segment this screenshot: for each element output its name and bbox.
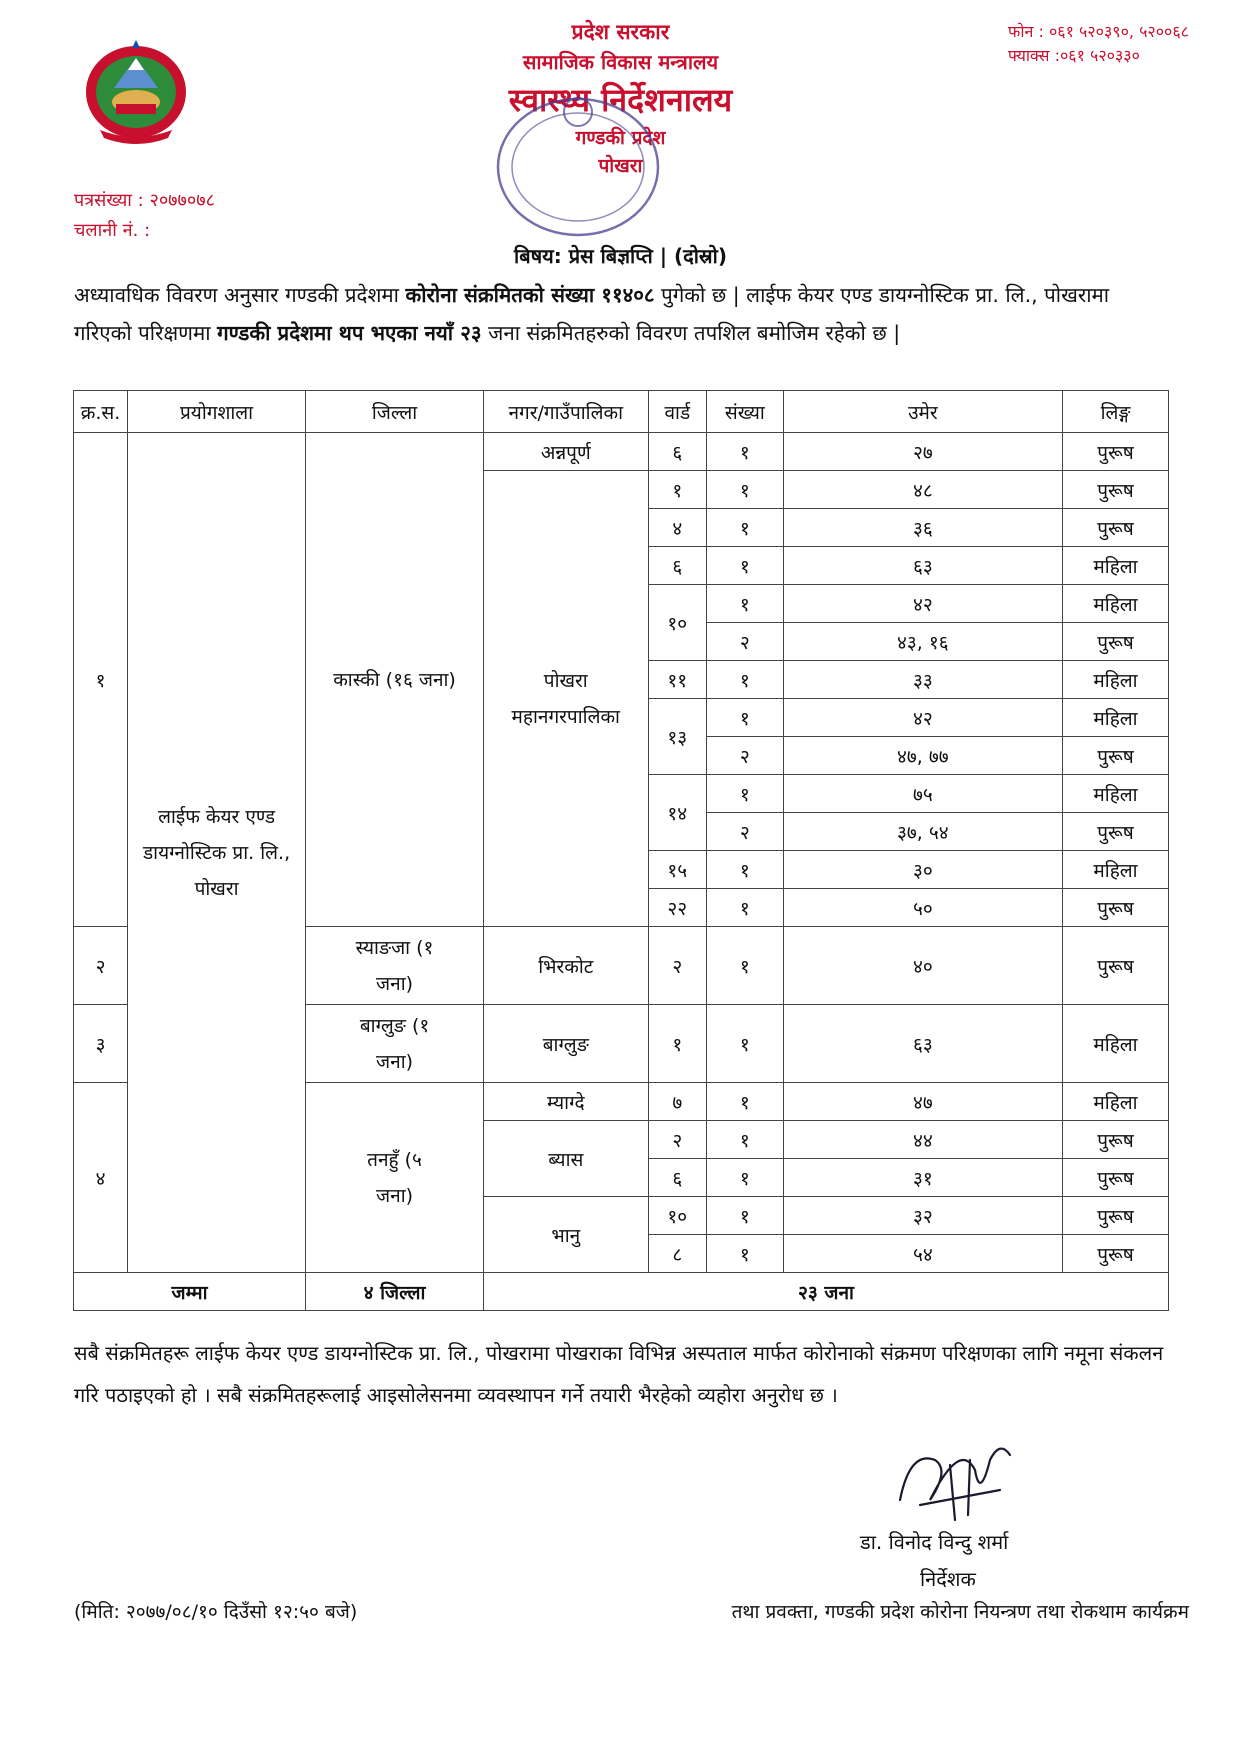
ward-cell: ६ [648,433,707,471]
age-cell: ४० [783,927,1062,1005]
count-cell: २ [707,623,784,661]
total-persons: २३ जना [484,1273,1169,1311]
ward-cell: ७ [648,1083,707,1121]
ward-cell: २ [648,927,707,1005]
gender-cell: पुरूष [1063,737,1169,775]
count-cell: १ [707,547,784,585]
municipality-cell: म्याग्दे [484,1083,648,1121]
intro-text-3: जना संक्रमितहरुको विवरण तपशिल बमोजिम रहेको छ | [481,321,901,345]
gender-cell: पुरूष [1063,1235,1169,1273]
gender-cell: महिला [1063,775,1169,813]
count-cell: १ [707,889,784,927]
gender-cell: महिला [1063,585,1169,623]
count-cell: १ [707,699,784,737]
gender-cell: पुरूष [1063,813,1169,851]
footer-role: तथा प्रवक्ता, गण्डकी प्रदेश कोरोना नियन्त्रण तथा रोकथाम कार्यक्रम [731,1601,1189,1623]
intro-bold-2: गण्डकी प्रदेशमा थप भएका नयाँ २३ [217,321,482,345]
district-cell [306,1005,484,1083]
table-header-row [74,391,1169,433]
ward-cell: १ [648,471,707,509]
serial-cell: ३ [74,1005,128,1083]
count-cell: १ [707,1197,784,1235]
header-city: पोखरा [598,155,643,177]
header-district: जिल्ला [306,391,484,433]
count-cell: १ [707,1121,784,1159]
age-cell: ४३, १६ [783,623,1062,661]
official-stamp [490,92,665,242]
ward-cell: २ [648,1121,707,1159]
count-cell: १ [707,851,784,889]
header-count: संख्या [707,391,784,433]
gender-cell: महिला [1063,1083,1169,1121]
total-label: जम्मा [74,1273,306,1311]
age-cell: ३० [783,851,1062,889]
header-government: प्रदेश सरकार [571,20,670,44]
ward-cell: १४ [648,775,707,851]
age-cell: ५० [783,889,1062,927]
age-cell: ६३ [783,547,1062,585]
municipality-cell: अन्नपूर्ण [484,433,648,471]
ward-cell: १ [648,1005,707,1083]
footer-date: (मिति: २०७७/०८/१० दिउँसो १२:५० बजे) [74,1601,358,1623]
count-cell: १ [707,927,784,1005]
age-cell: ४७ [783,1083,1062,1121]
gender-cell: पुरूष [1063,927,1169,1005]
count-cell: १ [707,1005,784,1083]
age-cell: ५४ [783,1235,1062,1273]
district-name: तनहुँ (५ जना) [367,1148,422,1207]
age-cell: ४४ [783,1121,1062,1159]
gender-cell: महिला [1063,661,1169,699]
age-cell: ७५ [783,775,1062,813]
district-name: स्याङजा (१ जना) [355,936,434,995]
closing-paragraph: सबै संक्रमितहरू लाईफ केयर एण्ड डायग्नोस्टिक प्रा. लि., पोखरामा पोखराका विभिन्न अस्पताल मार्फत कोरोनाको संक्रमण परिक्षणका लागि नमूना संकलन गरि पठाइएको हो । सबै संक्रमितहरूलाई आइसोलेसनमा व्यवस्थापन गर्ने तयारी भैरहेको व्यहोरा अनुरोध छ । [74,1341,1164,1407]
age-cell: २७ [783,433,1062,471]
gender-cell: पुरूष [1063,889,1169,927]
letter-reference [74,186,215,246]
header-serial: क्र.स. [74,391,128,433]
municipality-cell [484,471,648,927]
serial-cell: १ [74,433,128,927]
district-cell [306,927,484,1005]
district-cell [306,433,484,927]
municipality-cell: बाग्लुङ [484,1005,648,1083]
ward-cell: २२ [648,889,707,927]
age-cell: ३६ [783,509,1062,547]
count-cell: १ [707,433,784,471]
gender-cell: पुरूष [1063,1159,1169,1197]
count-cell: १ [707,1235,784,1273]
gender-cell: पुरूष [1063,623,1169,661]
header-lab: प्रयोगशाला [128,391,306,433]
age-cell: ४८ [783,471,1062,509]
count-cell: २ [707,813,784,851]
header-gender: लिङ्ग [1063,391,1169,433]
ward-cell: ८ [648,1235,707,1273]
municipality-cell: भिरकोट [484,927,648,1005]
ward-cell: ६ [648,1159,707,1197]
intro-text-1: अध्यावधिक विवरण अनुसार गण्डकी प्रदेशमा [74,283,406,307]
gender-cell: महिला [1063,547,1169,585]
intro-text-2: पुगेको छ | लाईफ केयर एण्ड डायग्नोस्टिक प्रा. लि., पोखरामा गरिएको परिक्षणमा [74,283,1110,345]
count-cell: १ [707,1159,784,1197]
fax-number: फ्याक्स :०६१ ५२०३३० [1008,46,1140,65]
total-row [74,1273,1169,1311]
district-name: बाग्लुङ (१ जना) [359,1014,430,1073]
gender-cell: पुरूष [1063,433,1169,471]
gender-cell: पुरूष [1063,1121,1169,1159]
lab-cell [128,433,306,1273]
count-cell: १ [707,471,784,509]
age-cell: ४२ [783,699,1062,737]
municipality-name: पोखरा महानगरपालिका [511,669,620,728]
table-row [74,433,1169,471]
serial-cell: ४ [74,1083,128,1273]
ward-cell: १० [648,585,707,661]
signatory-title: निर्देशक [920,1567,976,1591]
signature [880,1430,1030,1530]
ward-cell: १५ [648,851,707,889]
count-cell: १ [707,661,784,699]
age-cell: ३७, ५४ [783,813,1062,851]
header-directorate: स्वास्थ्य निर्देशनालय [508,81,733,119]
header-age: उमेर [783,391,1062,433]
total-districts: ४ जिल्ला [306,1273,484,1311]
letter-number: पत्रसंख्या : २०७७०७८ [74,190,215,211]
gender-cell: पुरूष [1063,1197,1169,1235]
ward-cell: ६ [648,547,707,585]
count-cell: १ [707,1083,784,1121]
gender-cell: महिला [1063,851,1169,889]
age-cell: ४७, ७७ [783,737,1062,775]
municipality-cell: भानु [484,1197,648,1273]
intro-paragraph [74,276,1168,352]
case-table [73,390,1169,1311]
ward-cell: ४ [648,509,707,547]
header-ward: वार्ड [648,391,707,433]
serial-cell: २ [74,927,128,1005]
ward-cell: १० [648,1197,707,1235]
phone-number: फोन : ०६१ ५२०३९०, ५२००६८ [1008,22,1189,41]
gender-cell: पुरूष [1063,509,1169,547]
subject-line: बिषय: प्रेस बिज्ञप्ति | (दोस्रो) [514,244,727,268]
intro-bold-1: कोरोना संक्रमितको संख्या ११४०८ [405,283,655,307]
age-cell: ४२ [783,585,1062,623]
gender-cell: पुरूष [1063,471,1169,509]
district-cell [306,1083,484,1273]
count-cell: १ [707,585,784,623]
age-cell: ६३ [783,1005,1062,1083]
age-cell: ३२ [783,1197,1062,1235]
header-municipality: नगर/गाउँपालिका [484,391,648,433]
age-cell: ३३ [783,661,1062,699]
district-name: कास्की (१६ जना) [333,668,456,691]
count-cell: १ [707,509,784,547]
contact-info [1008,20,1189,68]
signatory-name: डा. विनोद विन्दु शर्मा [860,1530,1009,1554]
count-cell: १ [707,775,784,813]
gender-cell: महिला [1063,1005,1169,1083]
count-cell: २ [707,737,784,775]
gender-cell: महिला [1063,699,1169,737]
municipality-cell: ब्यास [484,1121,648,1197]
header-ministry: सामाजिक विकास मन्त्रालय [522,50,719,74]
header-province: गण्डकी प्रदेश [575,127,666,149]
dispatch-number: चलानी नं. : [74,220,151,241]
ward-cell: १३ [648,699,707,775]
ward-cell: ११ [648,661,707,699]
age-cell: ३१ [783,1159,1062,1197]
lab-name: लाईफ केयर एण्ड डायग्नोस्टिक प्रा. लि., पोखरा [142,805,291,900]
